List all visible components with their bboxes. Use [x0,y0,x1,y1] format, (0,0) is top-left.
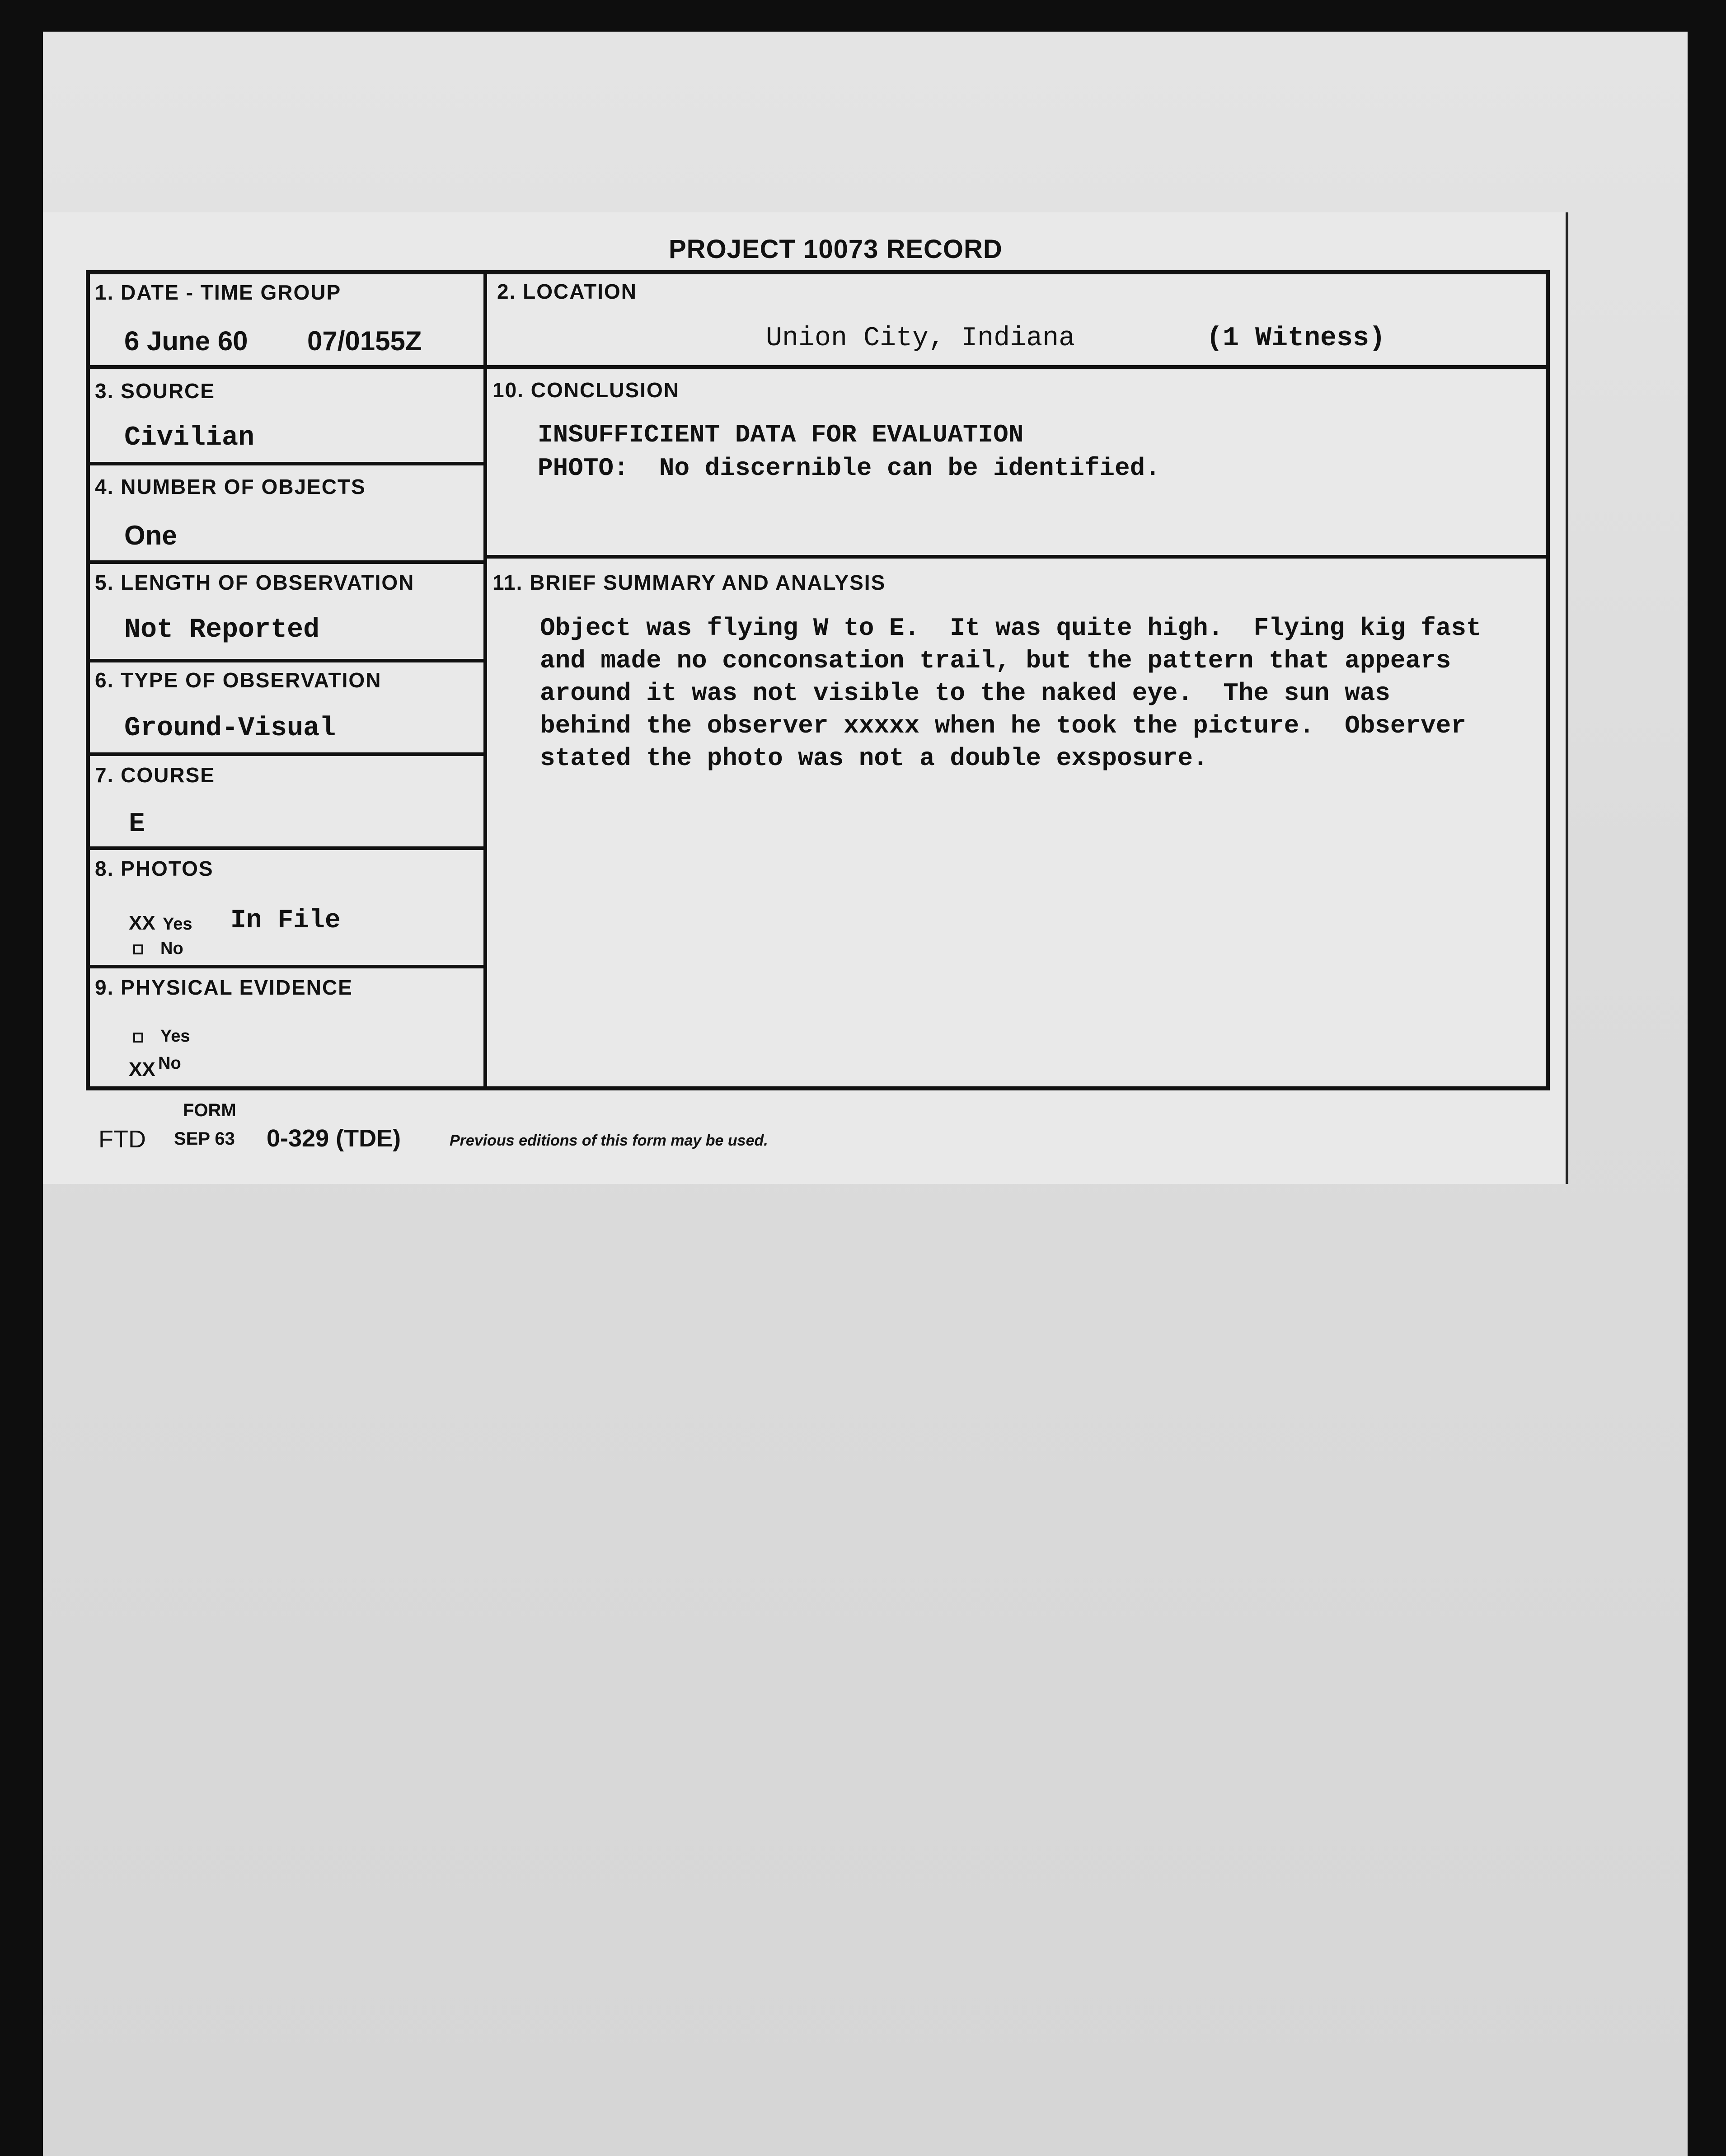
summary-line: stated the photo was not a double exsposure. [540,744,1208,773]
photos-yes-mark: XX [129,912,155,934]
time-value: 07/0155Z [307,326,422,356]
length-observation-label: 5. LENGTH OF OBSERVATION [95,571,415,594]
row-divider-6 [88,752,486,756]
physical-no-label: No [158,1054,181,1073]
summary-label: 11. BRIEF SUMMARY AND ANALYSIS [492,571,886,594]
footer-note: Previous editions of this form may be used. [450,1132,768,1149]
summary-line: around it was not visible to the naked eye. The sun was [540,679,1390,708]
row-divider-conclusion [486,555,1548,559]
course-label: 7. COURSE [95,763,215,787]
number-objects-label: 4. NUMBER OF OBJECTS [95,475,366,498]
location-witness: (1 Witness) [1206,323,1386,354]
photos-label: 8. PHOTOS [95,857,214,880]
physical-evidence-label: 9. PHYSICAL EVIDENCE [95,976,353,999]
row-divider-3 [88,462,486,465]
course-value: E [129,809,145,840]
form-title: PROJECT 10073 RECORD [669,235,1003,264]
conclusion-line-1: INSUFFICIENT DATA FOR EVALUATION [538,420,1024,449]
row-divider-5 [88,659,486,662]
footer-form-word: FORM [183,1100,236,1120]
summary-line: Object was flying W to E. It was quite high. Flying kig fast [540,614,1482,643]
type-observation-label: 6. TYPE OF OBSERVATION [95,668,382,692]
date-time-label: 1. DATE - TIME GROUP [95,281,342,304]
photos-in-file: In File [230,906,341,935]
location-label: 2. LOCATION [497,280,637,303]
conclusion-line-2: PHOTO: No discernible can be identified. [538,454,1160,483]
summary-line: and made no conconsation trail, but the pattern that appears [540,646,1451,675]
physical-yes-checkbox [133,1033,143,1043]
footer-sep: SEP 63 [174,1129,235,1149]
physical-no-mark: XX [129,1058,155,1080]
source-label: 3. SOURCE [95,379,215,403]
photos-yes-label: Yes [163,915,192,934]
number-objects-value: One [124,520,177,550]
length-observation-value: Not Reported [124,615,320,645]
footer-ftd: FTD [98,1126,146,1153]
photos-no-label: No [160,939,183,958]
row-divider-4 [88,560,486,564]
summary-line: behind the observer xxxxx when he took the picture. Observer [540,711,1466,740]
row-divider-8 [88,965,486,968]
physical-yes-label: Yes [160,1027,190,1046]
location-place: Union City, Indiana [766,323,1075,354]
footer-form-number: 0-329 (TDE) [267,1125,401,1152]
conclusion-label: 10. CONCLUSION [492,378,680,402]
type-observation-value: Ground-Visual [124,713,336,744]
source-value: Civilian [124,423,255,453]
row-divider-7 [88,846,486,850]
photos-no-checkbox [133,944,143,954]
date-value: 6 June 60 [124,326,248,356]
row-divider-1 [88,365,1548,369]
